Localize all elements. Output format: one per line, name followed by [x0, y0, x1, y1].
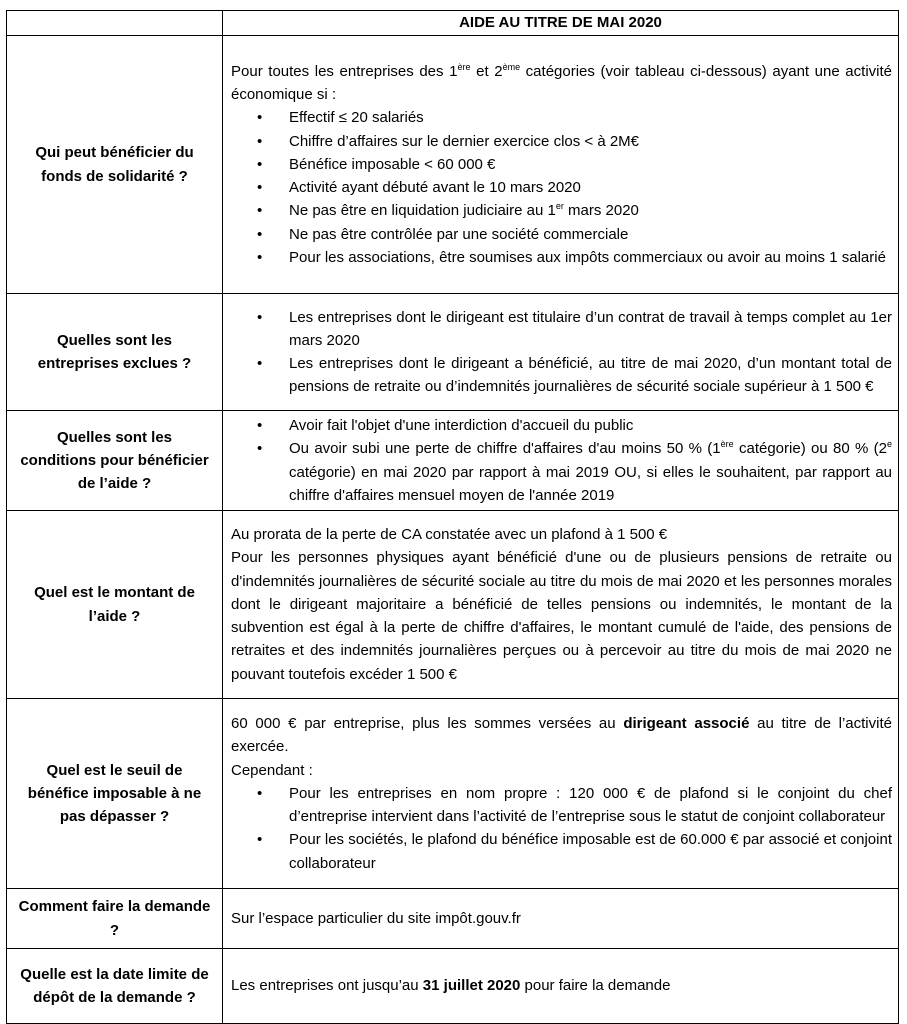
threshold-list: [231, 782, 892, 875]
table-row: [7, 949, 899, 1024]
table-row: [7, 294, 899, 411]
superscript: er: [555, 201, 564, 212]
answer-text: pour faire la demande: [520, 977, 671, 995]
table-row: [7, 511, 899, 699]
answer-cell: [223, 511, 899, 699]
superscript: ème: [502, 62, 521, 73]
list-item: • Ne pas être contrôlée par une société commerciale: [289, 223, 892, 246]
answer-intro: [231, 60, 892, 106]
question-cell: Qui peut bénéficier du fonds de solidarité ?: [7, 36, 223, 294]
bold-text: 31 juillet 2020: [422, 977, 521, 995]
list-item: • Effectif ≤ 20 salariés: [289, 106, 892, 129]
item-text: mars 2020: [563, 202, 639, 220]
answer-paragraph: [231, 712, 892, 758]
item-text: Ne pas être en liquidation judiciaire au 1: [289, 202, 556, 220]
list-item: • Pour les associations, être soumises aux impôts commerciaux ou avoir au moins 1 salarié: [289, 246, 892, 269]
table-title: AIDE AU TITRE DE MAI 2020: [223, 11, 899, 36]
criteria-list: [231, 106, 892, 268]
answer-cell: [223, 949, 899, 1024]
table-row: [7, 411, 899, 511]
table-row: [7, 889, 899, 949]
question-cell: Quel est le montant de l’aide ?: [7, 511, 223, 699]
aide-table: [6, 10, 899, 1024]
superscript: e: [886, 439, 892, 450]
superscript: ère: [457, 62, 471, 73]
answer-cell: [223, 36, 899, 294]
list-item: [289, 199, 892, 222]
list-item: • Chiffre d’affaires sur le dernier exercice clos < à 2M€: [289, 130, 892, 153]
list-item: • Bénéfice imposable < 60 000 €: [289, 153, 892, 176]
answer-cell: [223, 294, 899, 411]
answer-paragraph: Au prorata de la perte de CA constatée avec un plafond à 1 500 €: [231, 526, 668, 544]
item-text: catégorie) en mai 2020 par rapport à mai 2019 OU, si elles le souhaitent, par rapport au chiffre d'affaires mensuel moyen de l'année 2019: [289, 463, 892, 504]
table-row: [7, 699, 899, 889]
list-item: • Avoir fait l'objet d'une interdiction d'accueil du public: [289, 414, 892, 437]
question-cell: Quelles sont les entreprises exclues ?: [7, 294, 223, 411]
answer-cell: [223, 411, 899, 511]
list-item: • Pour les entreprises en nom propre : 120 000 € de plafond si le conjoint du chef d’entreprise intervient dans l’activité de l’entreprise sous le statut de conjoint collaborateur: [289, 782, 892, 828]
paragraph-text: au titre de l’activité exercée.: [231, 715, 892, 756]
answer-text: Les entreprises ont jusqu’au: [231, 977, 423, 995]
item-text: Ou avoir subi une perte de chiffre d'affaires d'au moins 50 % (1: [289, 440, 721, 458]
list-item: • Les entreprises dont le dirigeant a bénéficié, au titre de mai 2020, d’un montant total de pensions de retraite ou d’indemnités journalières de sécurité sociale supérieur à 1 500 €: [289, 352, 892, 398]
item-text: catégorie) ou 80 % (2: [733, 440, 887, 458]
bold-text: dirigeant associé: [623, 715, 750, 733]
question-cell: Quel est le seuil de bénéfice imposable à ne pas dépasser ?: [7, 699, 223, 889]
conditions-list: [231, 414, 892, 507]
excluded-list: [231, 306, 892, 399]
question-cell: Quelle est la date limite de dépôt de la demande ?: [7, 949, 223, 1024]
superscript: ère: [720, 439, 734, 450]
header-row: [7, 11, 899, 36]
paragraph-text: 60 000 € par entreprise, plus les sommes versées au: [231, 715, 624, 733]
header-blank-cell: [7, 11, 223, 36]
table-row: [7, 36, 899, 294]
answer-cell: [223, 699, 899, 889]
question-cell: Quelles sont les conditions pour bénéficier de l’aide ?: [7, 411, 223, 511]
list-item: • Les entreprises dont le dirigeant est titulaire d’un contrat de travail à temps complet au 1er mars 2020: [289, 306, 892, 352]
answer-cell: Sur l’espace particulier du site impôt.gouv.fr: [223, 889, 899, 949]
list-item: • Pour les sociétés, le plafond du bénéfice imposable est de 60.000 € par associé et conjoint collaborateur: [289, 828, 892, 874]
intro-text: et 2: [470, 63, 503, 81]
answer-paragraph: Cependant :: [231, 761, 313, 779]
intro-text: catégories (voir tableau ci-dessous) ayant une activité économique si :: [231, 63, 892, 104]
intro-text: Pour toutes les entreprises des 1: [231, 63, 458, 81]
question-cell: Comment faire la demande ?: [7, 889, 223, 949]
list-item: [289, 437, 892, 507]
list-item: • Activité ayant débuté avant le 10 mars 2020: [289, 176, 892, 199]
answer-paragraph: Pour les personnes physiques ayant bénéficié d'une ou de plusieurs pensions de retraite ou d'indemnités journalières de sécurité sociale au titre du mois de mai 2020 et les personnes morales dont le dirigeant majoritaire a bénéficié de telles pensions ou indemnités, le montant de la subvention est égal à la perte de chiffre d'affaires, le montant cumulé de l'aide, des pensions de retraites et des indemnités journalières perçues ou à percevoir au titre du mois de mai 2020 ne pouvant toutefois excéder 1 500 €: [231, 549, 892, 683]
